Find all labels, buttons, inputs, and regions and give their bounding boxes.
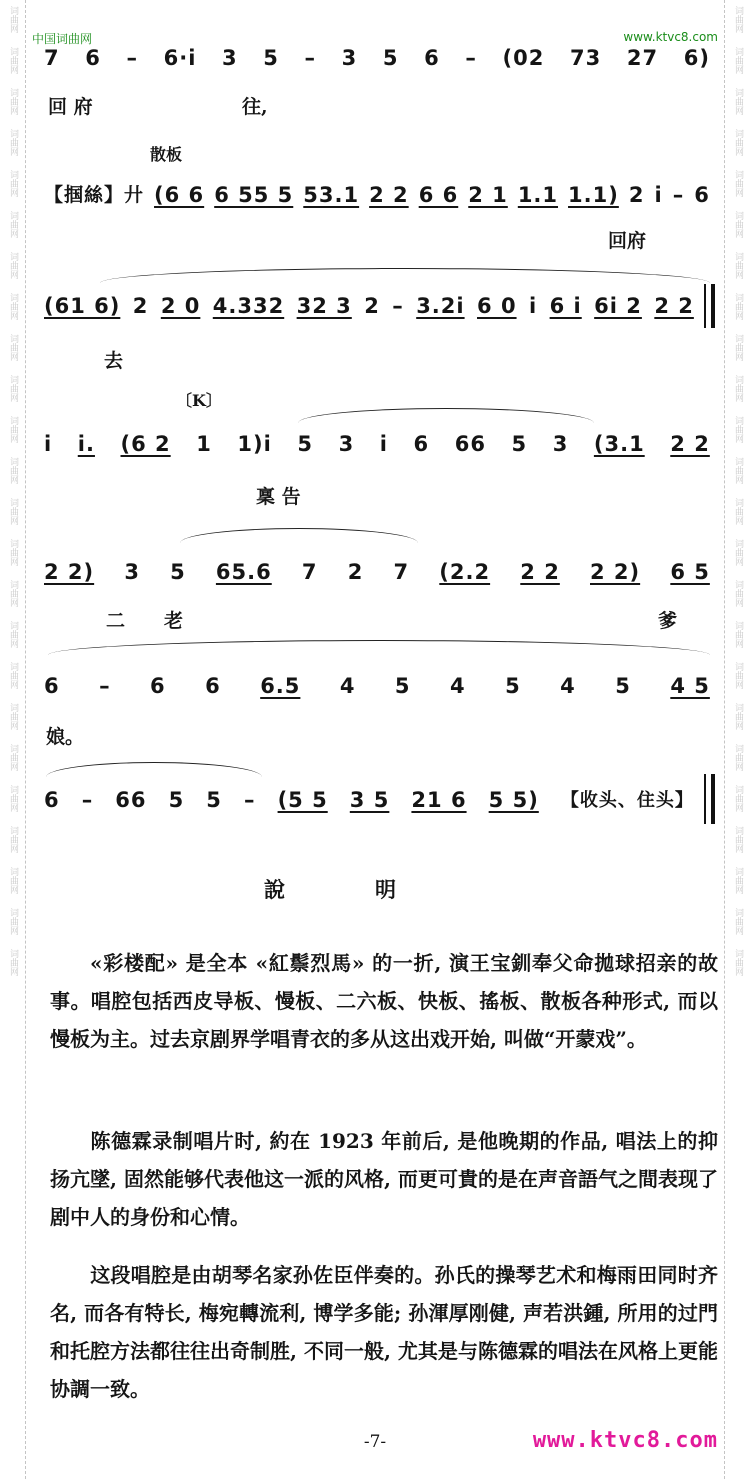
note: 3.2i [416,294,465,318]
note: 7 [393,560,410,584]
watermark-text: 词曲网 [733,334,743,361]
score-line-4 [44,432,710,456]
note: (6 6 [154,183,205,207]
note: i [528,294,538,318]
note: (3.1 [593,432,645,456]
note: (02 [502,46,545,70]
watermark-text: 词曲网 [733,47,743,74]
note: 2 2) [590,560,641,584]
watermark-text: 词曲网 [733,293,743,320]
note: 4.332 [212,294,285,318]
note: 5 [170,560,186,584]
watermark-text: 词曲网 [8,826,18,853]
watermark-text: 词曲网 [8,908,18,935]
note: 4 [560,674,576,698]
note: 5 [297,432,314,456]
score-line-1 [44,46,710,70]
note: 6 [424,46,440,70]
note: 3 [552,432,569,456]
note: 5 [168,788,185,812]
note: 6 [205,674,221,698]
note: 6 [150,674,166,698]
watermark-text: 词曲网 [733,826,743,853]
note: – [99,674,111,698]
watermark-text: 词曲网 [733,949,743,976]
slur-arc [298,408,594,423]
note: 6 [44,788,60,812]
note: 5 [511,432,528,456]
note: 6 0 [477,294,517,318]
watermark-text: 词曲网 [8,539,18,566]
watermark-text: 词曲网 [8,662,18,689]
end-bar-line [704,774,715,824]
footer-site-url: www.ktvc8.com [532,1428,718,1453]
watermark-text: 词曲网 [8,211,18,238]
note: 2 [132,294,149,318]
slur-arc [48,640,710,655]
lyric-5a: 二 [106,610,126,632]
watermark-text: 词曲网 [733,621,743,648]
section-heading: 說明 [264,877,486,902]
tempo-marking: 散板 [150,145,183,164]
note: 6 [413,432,430,456]
note: 6 6 [418,183,459,207]
watermark-text: 词曲网 [733,129,743,156]
note: 5 [206,788,222,812]
watermark-text: 词曲网 [8,293,18,320]
note: 6 [85,46,101,70]
lyric-6a: 娘。 [46,726,85,748]
note: 5 5) [488,788,539,812]
paragraph-3 [50,1256,718,1408]
note: (5 5 [277,788,328,812]
note: – [672,183,685,207]
note: (61 6) [44,294,121,318]
note: i. [77,432,95,456]
note: – [392,294,404,318]
note: 1.1) [568,183,619,207]
watermark-text: 词曲网 [733,170,743,197]
slur-arc [180,528,418,543]
bar-line [704,284,715,328]
watermark-text: 词曲网 [8,129,18,156]
note: 73 [570,46,602,70]
note: – [126,46,138,70]
score-line-3 [44,294,694,318]
lyric-5c: 爹 [658,610,678,632]
note: 6i 2 [594,294,642,318]
note: 5 [382,46,399,70]
site-watermark-right: www.ktvc8.com [623,30,718,44]
watermark-text: 词曲网 [733,908,743,935]
watermark-text: 词曲网 [733,457,743,484]
score-line-2 [44,180,710,207]
ending-label: 【收头、住头】 [560,790,694,811]
note: 3 [124,560,140,584]
watermark-text: 词曲网 [8,6,18,33]
lyric-2a: 回府 [608,230,647,252]
paragraph-1-text: «彩楼配» 是全本 «紅鬃烈馬» 的一折, 演王宝釧奉父命拋球招亲的故事。唱腔包括西皮导板、慢板、二六板、快板、搖板、散板各种形式, 而以慢板为主。过去京剧界学唱青衣的多从这出戏开始, 叫做“开蒙戏”。 [50,951,718,1051]
watermark-text: 词曲网 [8,621,18,648]
watermark-text: 词曲网 [733,375,743,402]
note: (2.2 [439,560,491,584]
watermark-text: 词曲网 [733,662,743,689]
note: 5 [615,674,631,698]
site-watermark-left: 中国词曲网 [32,32,93,46]
rehearsal-mark: 〔K〕 [176,391,222,410]
note: 2 0 [160,294,201,318]
watermark-text: 词曲网 [733,416,743,443]
note: 3 5 [349,788,390,812]
paragraph-3-text: 这段唱腔是由胡琴名家孙佐臣伴奏的。孙氏的操琴艺术和梅雨田同时齐名, 而各有特长, 梅宛轉流利, 博学多能; 孙渾厚刚健, 声若洪鍾, 所用的过門和托腔方法都往往出奇制胜, 不同一般, 尤其是与陈德霖的唱法在风格上更能协調一致。 [50,1263,718,1401]
watermark-text: 词曲网 [733,785,743,812]
mode-label: 【掴絲】廾 [44,184,145,206]
slur-arc [46,762,262,777]
note: i [379,432,388,456]
watermark-text: 词曲网 [733,252,743,279]
note: 2 1 [468,183,508,207]
watermark-text: 词曲网 [8,867,18,894]
note: 6 [44,674,60,698]
note: 53.1 [303,183,360,207]
watermark-text: 词曲网 [8,744,18,771]
watermark-text: 词曲网 [8,949,18,976]
right-watermark-strip [724,0,750,1479]
lyric-1a: 回 府 [48,96,93,118]
note: (6 2 [120,432,171,456]
note: 3 [222,46,238,70]
lyric-5b: 老 [164,610,184,632]
note: 2 [364,294,380,318]
note: i [654,183,663,207]
watermark-text: 词曲网 [733,703,743,730]
score-line-5 [44,560,710,584]
note: 3 [341,46,358,70]
note: 1.1 [517,183,559,207]
note: – [465,46,477,70]
paragraph-2-text: 陈德霖录制唱片时, 約在 1923 年前后, 是他晚期的作品, 唱法上的抑扬亢墜, 固然能够代表他这一派的风格, 而更可貴的是在声音語气之間表现了剧中人的身份和心情。 [50,1129,718,1229]
note: 2 2 [369,183,409,207]
watermark-text: 词曲网 [8,334,18,361]
watermark-text: 词曲网 [8,47,18,74]
watermark-text: 词曲网 [8,170,18,197]
score-line-7 [44,786,694,812]
watermark-text: 词曲网 [733,88,743,115]
note: 66 [115,788,147,812]
watermark-text: 词曲网 [8,252,18,279]
watermark-text: 词曲网 [8,88,18,115]
note: 27 [626,46,659,70]
note: 1)i [237,432,272,456]
note: i [44,432,53,456]
watermark-text: 词曲网 [733,867,743,894]
note: 2 [628,183,645,207]
watermark-text: 词曲网 [8,580,18,607]
watermark-text: 词曲网 [733,580,743,607]
note: – [304,46,317,70]
note: 4 5 [670,674,710,698]
watermark-text: 词曲网 [8,498,18,525]
note: 2 2 [670,432,710,456]
note: 7 [44,46,60,70]
note: – [81,788,94,812]
watermark-text: 词曲网 [733,744,743,771]
watermark-text: 词曲网 [733,6,743,33]
note: 6 [694,183,710,207]
note: 6 i [549,294,582,318]
watermark-text: 词曲网 [8,785,18,812]
watermark-text: 词曲网 [733,498,743,525]
paragraph-1 [50,944,718,1058]
note: 5 [505,674,521,698]
note: 6 55 5 [214,183,294,207]
note: 1 [196,432,212,456]
note: 66 [454,432,486,456]
note: 32 3 [296,294,352,318]
note: 2 2 [654,294,694,318]
note: 6·i [163,46,197,70]
note: 6) [683,46,710,70]
paragraph-2 [50,1122,718,1236]
lyric-3a: 去 [104,350,124,372]
watermark-text: 词曲网 [8,375,18,402]
slur-arc [100,268,710,283]
watermark-text: 词曲网 [733,211,743,238]
note: 2 2 [520,560,560,584]
lyric-4a: 稟 告 [256,486,301,508]
note: 3 [338,432,355,456]
note: 4 [450,674,466,698]
note: 21 6 [411,788,467,812]
note: 2 [347,560,364,584]
note: 5 [263,46,279,70]
note: 4 [339,674,356,698]
lyric-1b: 往, [242,96,268,118]
left-watermark-strip [0,0,26,1479]
note: – [244,788,256,812]
note: 2 2) [44,560,95,584]
score-line-6 [44,674,710,698]
watermark-text: 词曲网 [8,457,18,484]
note: 65.6 [215,560,272,584]
note: 7 [301,560,318,584]
watermark-text: 词曲网 [733,539,743,566]
note: 6 5 [670,560,710,584]
watermark-text: 词曲网 [8,703,18,730]
note: 6.5 [260,674,301,698]
page-number: -7- [363,1432,387,1452]
note: 5 [394,674,411,698]
watermark-text: 词曲网 [8,416,18,443]
